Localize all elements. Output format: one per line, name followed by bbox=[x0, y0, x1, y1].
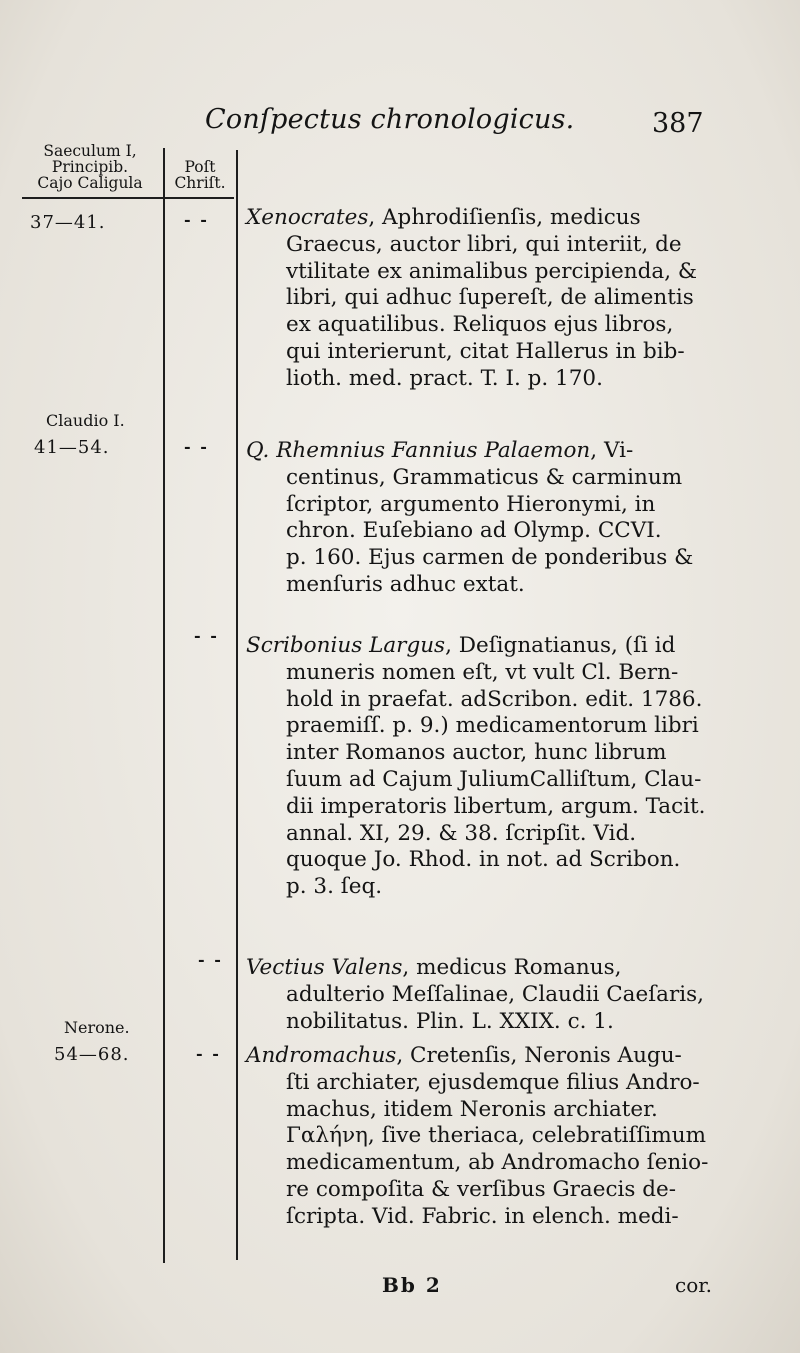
entry-line: adulterio Meſſalinae, Claudii Caeſaris, bbox=[286, 981, 705, 1007]
column-heading-line: Chriſt. bbox=[174, 174, 226, 192]
heading-rule bbox=[22, 197, 234, 199]
entry-name: Andromachus bbox=[246, 1043, 397, 1068]
entry-line: libri, qui adhuc ſupereſt, de alimentis bbox=[286, 285, 694, 311]
entry-line: ex aquatilibus. Reliquos ejus libros, bbox=[286, 312, 674, 338]
date-range: 54—68. bbox=[54, 1044, 130, 1065]
entry-line: vtilitate ex animalibus percipienda, & bbox=[286, 258, 698, 284]
entry-line: medicamentum, ab Andromacho ſenio- bbox=[286, 1150, 709, 1176]
entry-vectius-valens bbox=[246, 955, 746, 1035]
entry-palaemon bbox=[246, 438, 746, 599]
entry-line: centinus, Grammaticus & carminum bbox=[286, 464, 683, 490]
era-label: Claudio I. bbox=[46, 411, 125, 430]
column-rule-left bbox=[163, 148, 165, 1263]
catchword: cor. bbox=[675, 1273, 712, 1297]
entry-line: ſcripta. Vid. Fabric. in elench. medi- bbox=[286, 1203, 679, 1229]
column-heading-line: Principib. bbox=[51, 158, 129, 176]
entry-line: menſuris adhuc extat. bbox=[286, 571, 525, 597]
entry-andromachus bbox=[246, 1043, 746, 1231]
entry-name: Scribonius Largus bbox=[246, 633, 446, 658]
entry-scribonius-largus bbox=[246, 633, 746, 901]
entry-line: muneris nomen eſt, vt vult Cl. Bern- bbox=[286, 659, 679, 685]
entry-line: quoque Jo. Rhod. in not. ad Scribon. bbox=[286, 847, 681, 873]
entry-line: inter Romanos auctor, hunc librum bbox=[286, 740, 667, 766]
entry-line: ſcriptor, argumento Hieronymi, in bbox=[286, 491, 656, 517]
entry-line: annal. XI, 29. & 38. ſcripſit. Vid. bbox=[286, 820, 637, 846]
entry-text: , medicus Romanus, bbox=[402, 955, 622, 980]
entry-text: , Vi- bbox=[590, 438, 634, 463]
entry-line: praemiſſ. p. 9.) medicamentorum libri bbox=[286, 713, 699, 739]
dash-marker: - - bbox=[184, 210, 209, 229]
entry-line: p. 160. Ejus carmen de ponderibus & bbox=[286, 545, 694, 571]
entry-line: hold in praefat. adScribon. edit. 1786. bbox=[286, 686, 703, 712]
entry-first-line bbox=[246, 205, 746, 232]
entry-text: , Deſignatianus, (ſi id bbox=[445, 633, 676, 658]
running-title: Conſpectus chronologicus. bbox=[205, 104, 575, 135]
dash-marker: - - bbox=[184, 437, 209, 456]
date-range: 41—54. bbox=[34, 437, 110, 458]
entry-line: Γαλήνη, ſive theriaca, celebratiſſimum bbox=[286, 1123, 706, 1149]
entry-first-line bbox=[246, 438, 746, 465]
entry-line: qui interierunt, citat Hallerus in bib- bbox=[286, 338, 685, 364]
dash-marker: - - bbox=[196, 1044, 221, 1063]
column-heading-right bbox=[166, 159, 234, 191]
column-heading-left bbox=[20, 143, 160, 191]
entry-xenocrates bbox=[246, 205, 746, 393]
signature-mark: Bb 2 bbox=[382, 1273, 442, 1297]
entry-text: , Cretenſis, Neronis Augu- bbox=[396, 1043, 682, 1068]
entry-first-line bbox=[246, 633, 746, 660]
dash-marker: - - bbox=[194, 626, 219, 645]
entry-name: Xenocrates bbox=[246, 205, 369, 230]
entry-line: Graecus, auctor libri, qui interiit, de bbox=[286, 231, 682, 257]
dash-marker: - - bbox=[198, 950, 223, 969]
entry-first-line bbox=[246, 955, 746, 982]
column-rule-right bbox=[236, 150, 238, 1260]
column-heading-line: Cajo Caligula bbox=[37, 174, 143, 192]
entry-line: re compoſita & verſibus Graecis de- bbox=[286, 1176, 677, 1202]
entry-line: lioth. med. pract. T. I. p. 170. bbox=[286, 365, 603, 391]
entry-line: ſti archiater, ejusdemque filius Andro- bbox=[286, 1069, 700, 1095]
entry-line: machus, itidem Neronis archiater. bbox=[286, 1096, 658, 1122]
column-heading-line: Poſt bbox=[184, 158, 216, 176]
entry-line: ſuum ad Cajum JuliumCalliſtum, Clau- bbox=[286, 766, 702, 792]
entry-first-line bbox=[246, 1043, 746, 1070]
entry-name: Q. Rhemnius Fannius Palaemon bbox=[246, 438, 591, 463]
entry-line: p. 3. ſeq. bbox=[286, 874, 383, 900]
era-label: Nerone. bbox=[64, 1018, 130, 1037]
date-range: 37—41. bbox=[30, 212, 106, 233]
entry-name: Vectius Valens bbox=[246, 955, 403, 980]
page-number: 387 bbox=[652, 108, 704, 139]
entry-line: nobilitatus. Plin. L. XXIX. c. 1. bbox=[286, 1008, 614, 1034]
entry-line: chron. Euſebiano ad Olymp. CCVI. bbox=[286, 518, 662, 544]
entry-line: dii imperatoris libertum, argum. Tacit. bbox=[286, 793, 706, 819]
entry-text: , Aphrodiſienſis, medicus bbox=[368, 205, 641, 230]
column-heading-line: Saeculum I, bbox=[43, 142, 137, 160]
